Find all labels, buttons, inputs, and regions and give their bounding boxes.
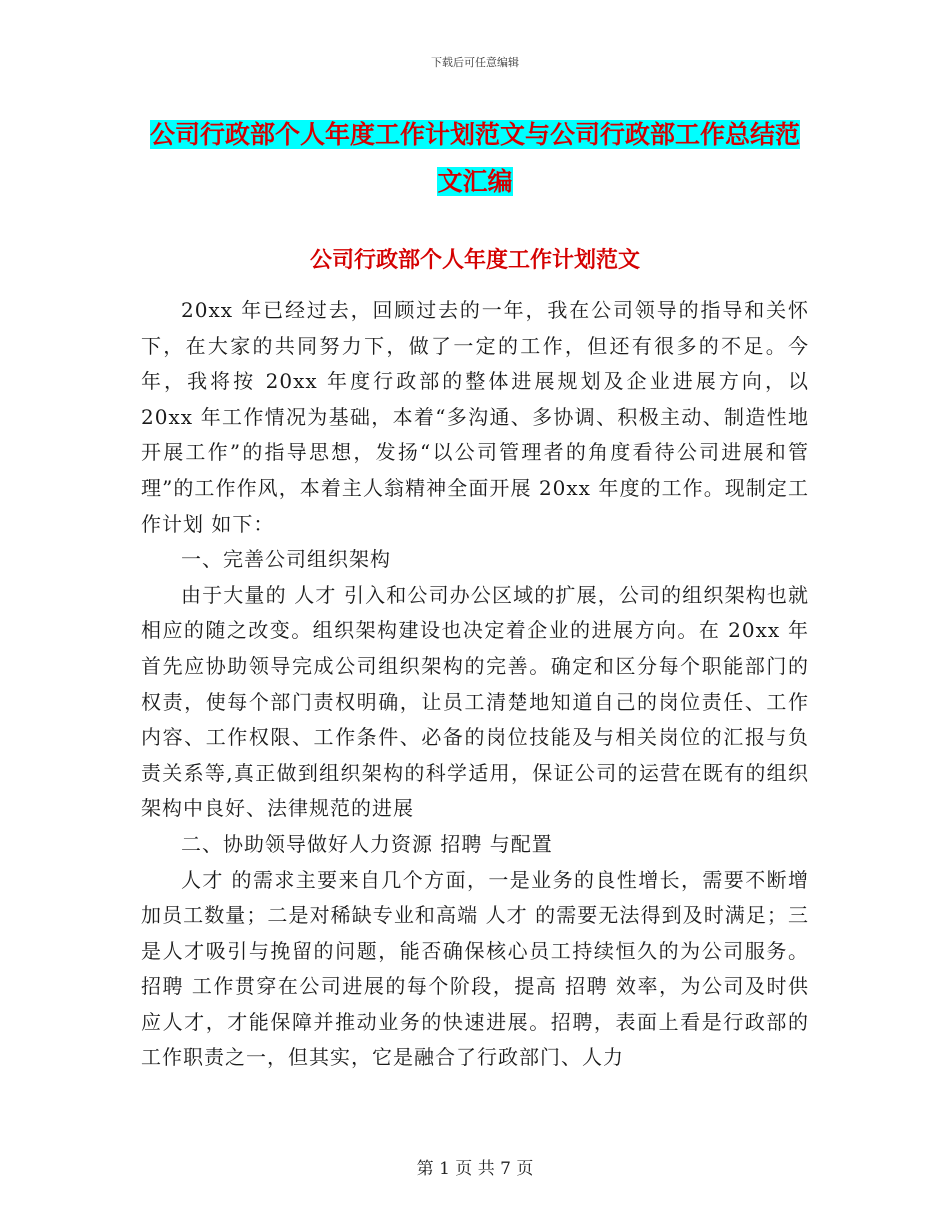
document-main-title (140, 111, 810, 205)
page-footer: 第 1 页 共 7 页 (416, 1159, 534, 1179)
paragraph-org-structure: 由于大量的 人才 引入和公司办公区域的扩展，公司的组织架构也就相应的随之改变。组织架构建设也决定着企业的进展方向。在 20xx 年首先应协助领导完成公司组织架构的完善。确定和区分每个职能部门的权责，使每个部门责权明确，让员工清楚地知道自己的岗位责任、工作内容、工作权限、工作条件、必备的岗位技能及与相关岗位的汇报与负责关系等,真正做到组织架构的科学适用，保证公司的运营在既有的组织架构中良好、法律规范的进展 (141, 582, 809, 821)
main-title-text: 公司行政部个人年度工作计划范文与公司行政部工作总结范文汇编 (149, 120, 800, 196)
section-title: 公司行政部个人年度工作计划范文 (309, 248, 640, 273)
paragraph-intro: 20xx 年已经过去，回顾过去的一年，我在公司领导的指导和关怀下，在大家的共同努力下，做了一定的工作，但还有很多的不足。今年，我将按 20xx 年度行政部的整体进展规划及企业进展方向，以 20xx 年工作情况为基础，本着“多沟通、多协调、积极主动、制造性地开展工作”的指导思想，发扬“以公司管理者的角度看待公司进展和管理”的工作作风，本着主人翁精神全面开展 20xx 年度的工作。现制定工作计划 如下： (141, 298, 809, 536)
heading-org-structure: 一、完善公司组织架构 (181, 547, 391, 572)
document-body (141, 293, 809, 1076)
paragraph-recruitment: 人才 的需求主要来自几个方面，一是业务的良性增长，需要不断增加员工数量；二是对稀缺专业和高端 人才 的需要无法得到及时满足；三是人才吸引与挽留的问题，能否确保核心员工持续恒久的为公司服务。 招聘 工作贯穿在公司进展的每个阶段，提高 招聘 效率，为公司及时供应人才，才能保障并推动业务的快速进展。招聘，表面上看是行政部的工作职责之一，但其实，它是融合了行政部门、人力 (141, 867, 809, 1070)
heading-recruitment: 二、协助领导做好人力资源 招聘 与配置 (181, 831, 553, 856)
page-header-note: 下载后可任意编辑 (431, 56, 519, 69)
